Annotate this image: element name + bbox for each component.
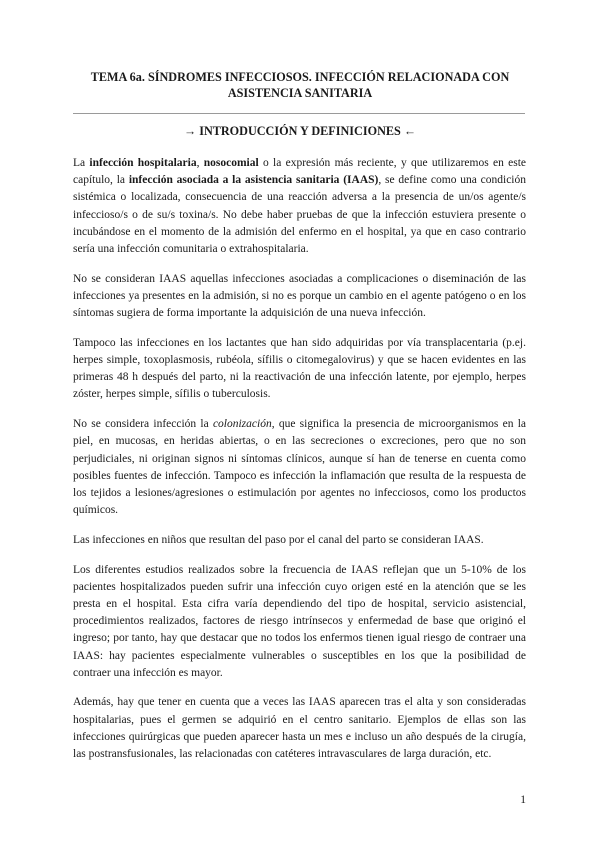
paragraph-tras-alta: Además, hay que tener en cuenta que a veces las IAAS aparecen tras el alta y son consideradas hospitalarias, pues el germen se adquirió en el centro sanitario. Ejemplos de ellas son las infecciones quirúrgicas que pueden aparecer hasta un mes e incluso un año después de la cirugía, las postransfusionales, las relacionadas con catéteres intravasculares de larga duración, etc.: [73, 696, 526, 761]
text-run: , que significa la presencia de microorganismos en la piel, en mucosas, en heridas abiertas, o en las secreciones o excreciones, pero que no son perjudiciales, ni originan signos ni síntomas clínicos, aunque sí han de tenerse en cuenta como posibles fuentes de infección. Tampoco es infección la inflamación que resulta de la respuesta de los tejidos a lesiones/agresiones o estimulación por agentes no infecciosos, como los productos químicos.: [73, 418, 526, 517]
paragraph-colonizacion: [73, 416, 526, 519]
body-text: [73, 155, 526, 776]
page-title: [70, 70, 530, 101]
paragraph-definition: [73, 155, 526, 258]
text-run: o la expresión más reciente, y que utilizaremos en este capítulo, la: [73, 157, 527, 187]
bold-term-infeccion-hospitalaria: infección hospitalaria: [89, 157, 197, 169]
italic-term-colonizacion: colonización: [212, 418, 272, 431]
page-title-line-2: ASISTENCIA SANITARIA: [227, 85, 373, 100]
text-run: , se define como una condición sistémica o localizada, consecuencia de una reacción adversa a la presencia de un/os agente/s infeccioso/s o de su/s toxina/s. No debe haber pruebas de que la infección estuviera presente o incubándose en el momento de la admisión del enfermo en el hospital, ya que en caso contrario sería una infección comunitaria o extrahospitalaria.: [73, 174, 526, 256]
page-number: 1: [520, 794, 526, 806]
text-run: No se considera infección la: [73, 418, 213, 431]
paragraph-frecuencia: Los diferentes estudios realizados sobre la frecuencia de IAAS reflejan que un 5-10% de los pacientes hospitalizados pueden sufrir una infección cuyo origen esté en la atención que se les presta en el hospital. Esta cifra varía dependiendo del tipo de hospital, servicio asistencial, procedimientos realizados, factores de riesgo intrínsecos y enfermedad de base que originó el ingreso; por tanto, hay que destacar que no todos los enfermos tienen igual riesgo de contraer una IAAS: hay pacientes especialmente vulnerables o susceptibles en los que la posibilidad de contraer una infección es mayor.: [73, 563, 526, 679]
text-run: La: [73, 157, 90, 169]
paragraph-exclusions: No se consideran IAAS aquellas infecciones asociadas a complicaciones o diseminación de las infecciones ya presentes en la admisión, si no es porque un cambio en el agente patógeno o en los síntomas sugiera de forma importante la adquisición de una nueva infección.: [73, 272, 526, 320]
paragraph-canal-parto: Las infecciones en niños que resultan del paso por el canal del parto se consideran IAAS.: [73, 533, 484, 546]
text-run: ,: [196, 157, 204, 169]
title-divider: [73, 113, 525, 114]
bold-term-nosocomial: nosocomial: [203, 157, 259, 169]
section-heading: → INTRODUCCIÓN Y DEFINICIONES ←: [183, 124, 417, 138]
bold-term-iaas: infección asociada a la asistencia sanitaria (IAAS): [128, 174, 379, 187]
paragraph-lactantes: Tampoco las infecciones en los lactantes que han sido adquiridas por vía transplacentaria (p.ej. herpes simple, toxoplasmosis, rubéola, sífilis o citomegalovirus) y que se hacen evidentes en las primeras 48 h después del parto, ni la reactivación de una infección latente, por ejemplo, herpes zóster, herpes simple, sífilis o tuberculosis.: [73, 336, 526, 401]
page-title-line-1: TEMA 6a. SÍNDROMES INFECCIOSOS. INFECCIÓN RELACIONADA CON: [90, 70, 510, 84]
